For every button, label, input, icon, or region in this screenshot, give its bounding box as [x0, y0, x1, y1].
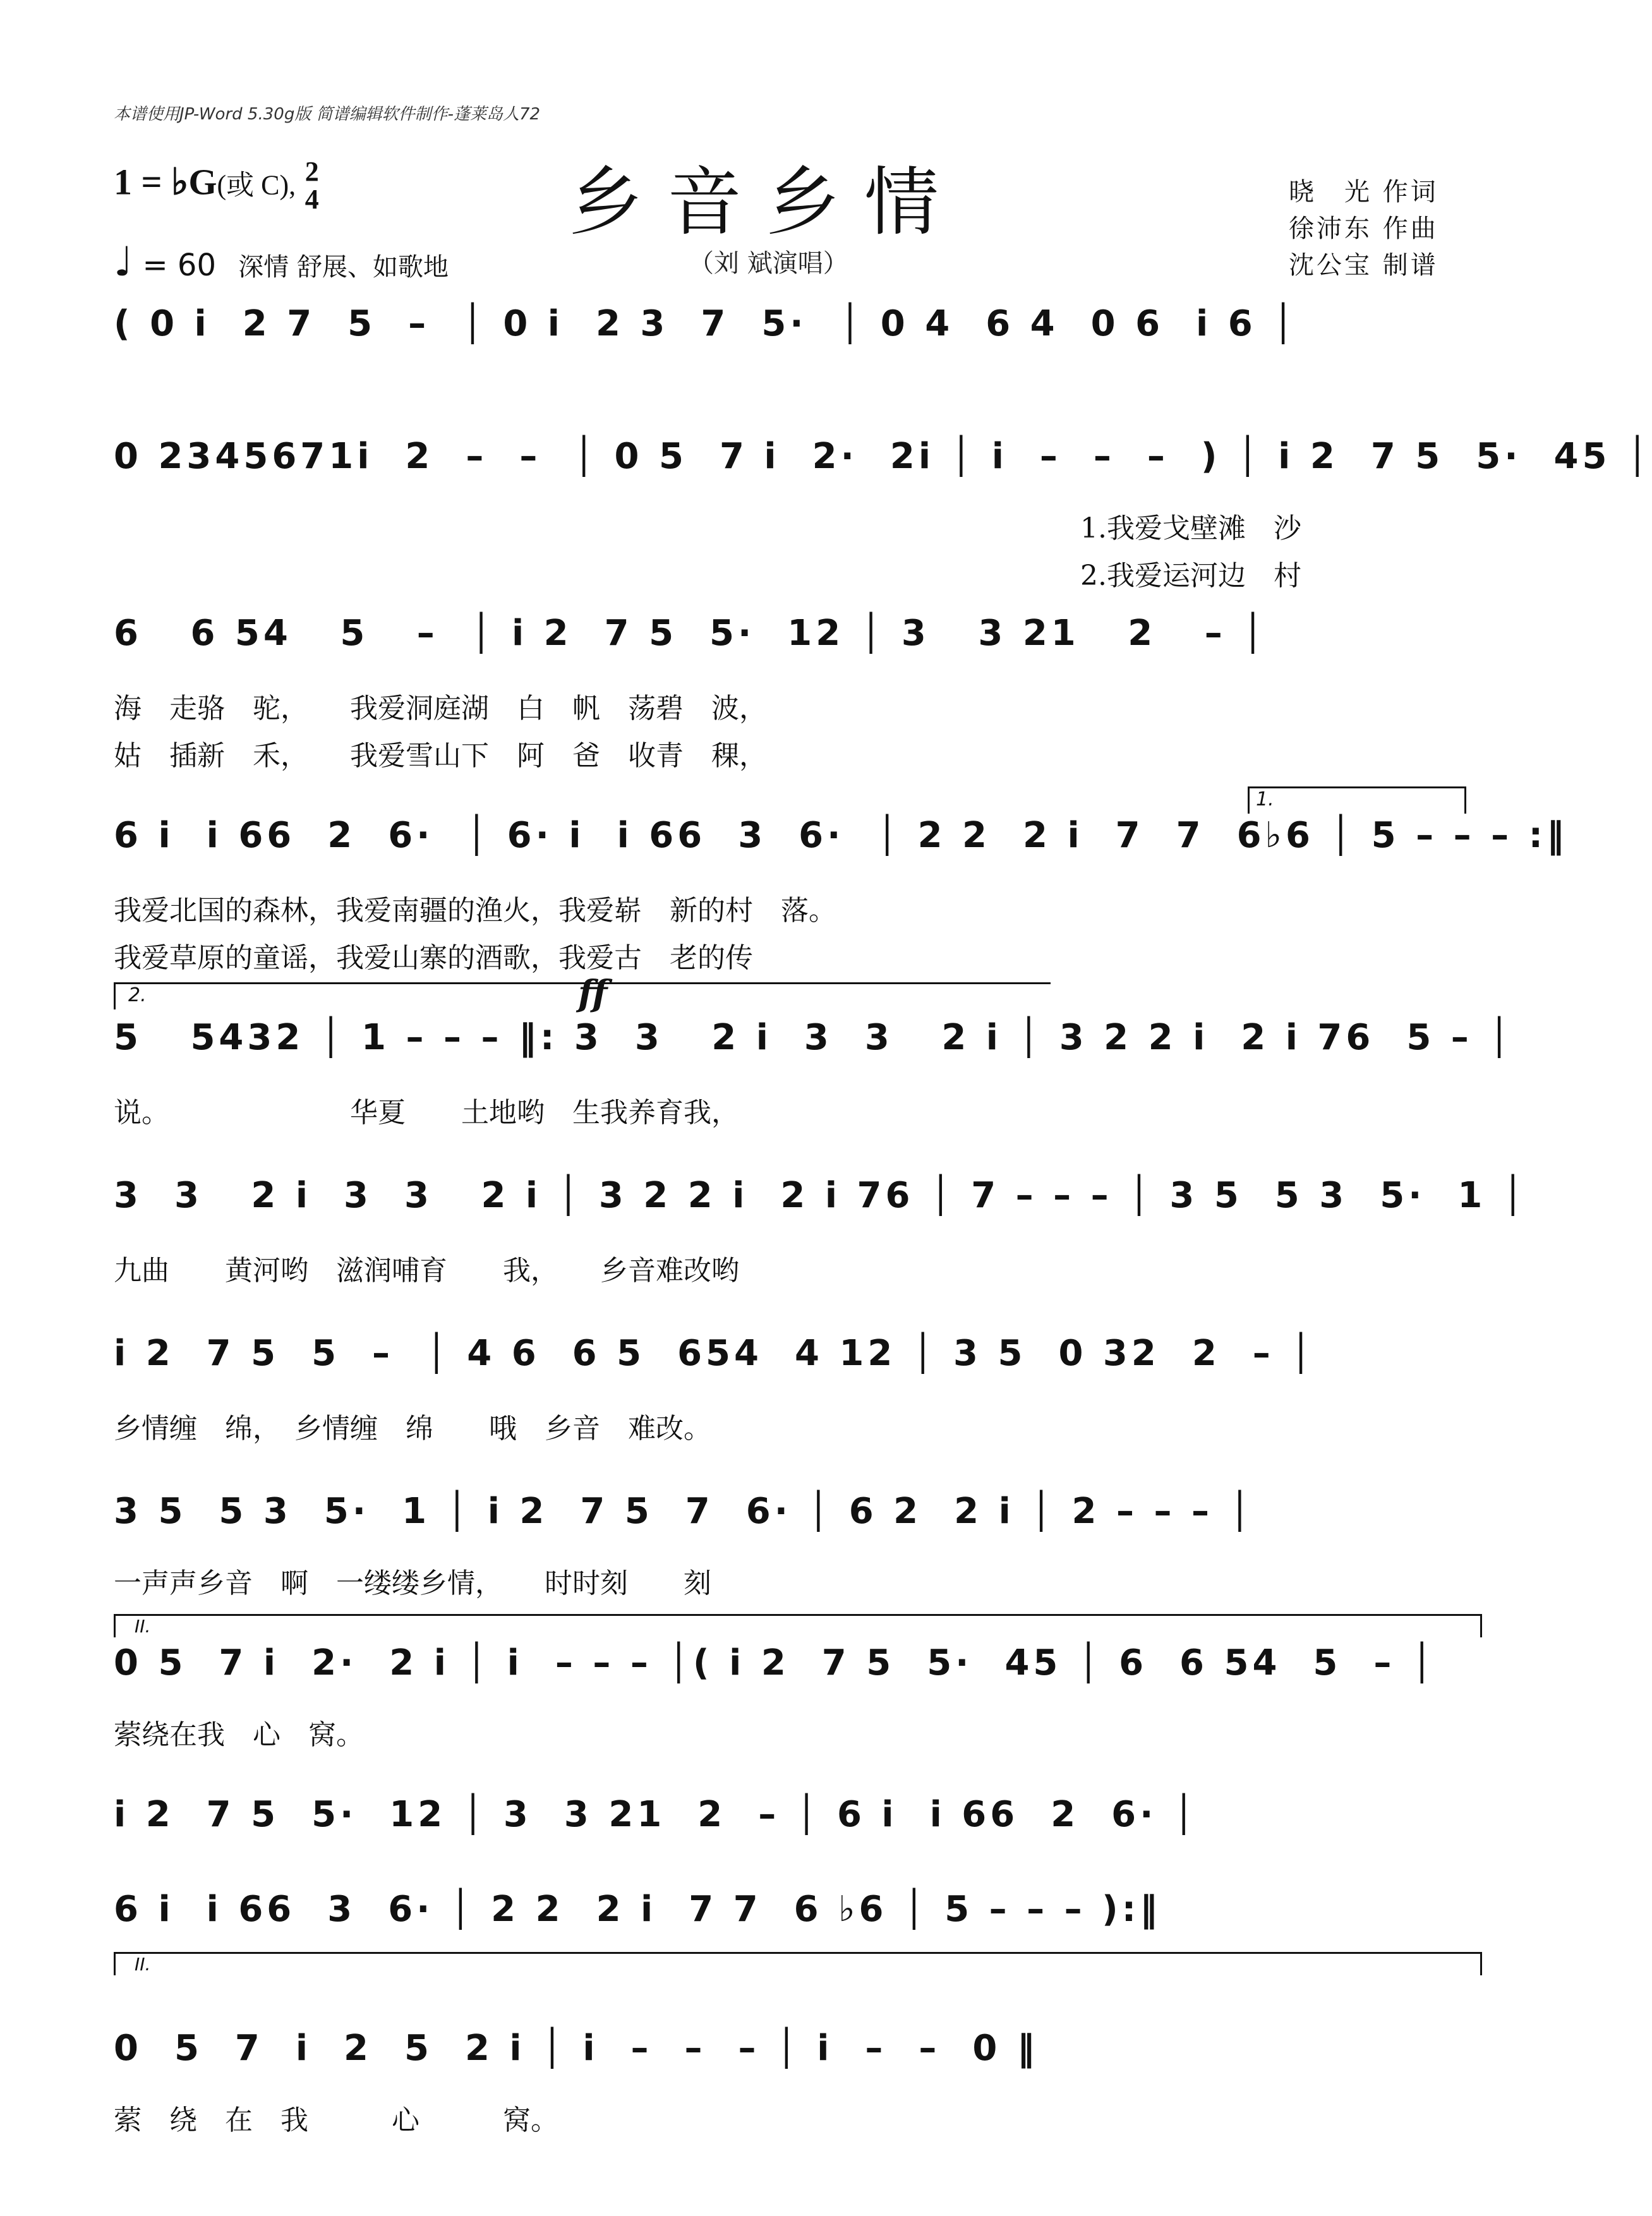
- notation-row: 3 5 5 3 5· 1 │ i 2 7 5 7 6· │ 6 2 2 i │ 2 – – – │: [114, 1491, 1255, 1532]
- arranger: 沈公宝 制谱: [1289, 251, 1438, 280]
- notation-row: i 2 7 5 5 – │ 4 6 6 5 654 4 12 │ 3 5 0 32 2 – │: [114, 1333, 1316, 1374]
- software-credit: 本谱使用JP-Word 5.30g版 简谱编辑软件制作-蓬莱岛人72: [114, 105, 541, 124]
- notation-row: 0 2345671i 2 – – │ 0 5 7 i 2· 2i │ i – – – ) │ i 2 7 5 5· 45 │: [114, 436, 1652, 477]
- notation-row: 6 i i 66 3 6· │ 2 2 2 i 7 7 6 ♭6 │ 5 – – – ):‖: [114, 1889, 1162, 1930]
- key-signature: [114, 158, 319, 214]
- lyric-line: 一声声乡音 啊 一缕缕乡情， 时时刻 刻: [114, 1567, 711, 1599]
- lyric-line: 我爱草原的童谣，我爱山寨的酒歌，我爱古 老的传: [114, 942, 753, 974]
- lyric-line: 2.我爱运河边 村: [1080, 560, 1301, 592]
- notation-row: 0 5 7 i 2· 2 i │ i – – – │( i 2 7 5 5· 45 │ 6 6 54 5 – │: [114, 1642, 1437, 1683]
- tempo-marking: [114, 239, 449, 286]
- authors-block: [1289, 174, 1438, 284]
- lyric-line: 姑 插新 禾， 我爱雪山下 阿 爸 收青 稞，: [114, 740, 767, 772]
- notation-row: ( 0 i 2 7 5 – │ 0 i 2 3 7 5· │ 0 4 6 4 0 6 i 6 │: [114, 303, 1298, 344]
- song-title: 乡音乡情: [569, 159, 963, 246]
- notation-row: 3 3 2 i 3 3 2 i │ 3 2 2 i 2 i 76 │ 7 – – – │ 3 5 5 3 5· 1 │: [114, 1175, 1528, 1216]
- notation-row: 0 5 7 i 2 5 2 i │ i – – – │ i – – 0 ‖: [114, 2028, 1039, 2069]
- lyric-line: 我爱北国的森林，我爱南疆的渔火，我爱崭 新的村 落。: [114, 894, 836, 927]
- lyric-line: 萦 绕 在 我 心 窝。: [114, 2104, 558, 2136]
- volta-first: 1.: [1248, 786, 1466, 814]
- singer-credit: （刘 斌演唱）: [689, 249, 848, 278]
- lyric-line: 乡情缠 绵， 乡情缠 绵 哦 乡音 难改。: [114, 1412, 711, 1445]
- volta-ending: II.: [114, 1614, 1482, 1637]
- lyric-line: 海 走骆 驼， 我爱洞庭湖 白 帆 荡碧 波，: [114, 692, 767, 725]
- notation-row: 6 6 54 5 – │ i 2 7 5 5· 12 │ 3 3 21 2 – │: [114, 613, 1267, 654]
- dynamic-ff: ff: [578, 973, 608, 1015]
- time-top: 2: [304, 156, 319, 187]
- volta-second: 2.: [114, 982, 1051, 1009]
- lyric-line: 萦绕在我 心 窝。: [114, 1719, 364, 1751]
- key-label: 1 = ♭G: [114, 161, 217, 203]
- lyric-line: 九曲 黄河哟 滋润哺育 我， 乡音难改哟: [114, 1255, 739, 1287]
- lyricist: 晓 光 作词: [1289, 178, 1438, 207]
- quarter-note-icon: ♩: [114, 239, 133, 286]
- lyric-line: 1.我爱戈壁滩 沙: [1080, 512, 1301, 545]
- lyric-line: 说。 华夏 土地哟 生我养育我，: [114, 1097, 739, 1129]
- key-alt: (或 C),: [217, 169, 296, 201]
- composer: 徐沛东 作曲: [1289, 214, 1438, 243]
- notation-row: i 2 7 5 5· 12 │ 3 3 21 2 – │ 6 i i 66 2 6· │: [114, 1794, 1198, 1835]
- time-bottom: 4: [304, 184, 319, 215]
- tempo-value: = 60: [142, 248, 217, 283]
- notation-row: 5 5432 │ 1 – – – ‖: 3 3 2 i 3 3 2 i │ 3 2 2 i 2 i 76 5 – │: [114, 1017, 1514, 1058]
- time-signature: [305, 158, 319, 214]
- expression-text: 深情 舒展、如歌地: [238, 253, 449, 282]
- volta-ending: II.: [114, 1952, 1482, 1975]
- notation-row: 6 i i 66 2 6· │ 6· i i 66 3 6· │ 2 2 2 i 7 7 6♭6 │ 5 – – – :‖: [114, 815, 1568, 856]
